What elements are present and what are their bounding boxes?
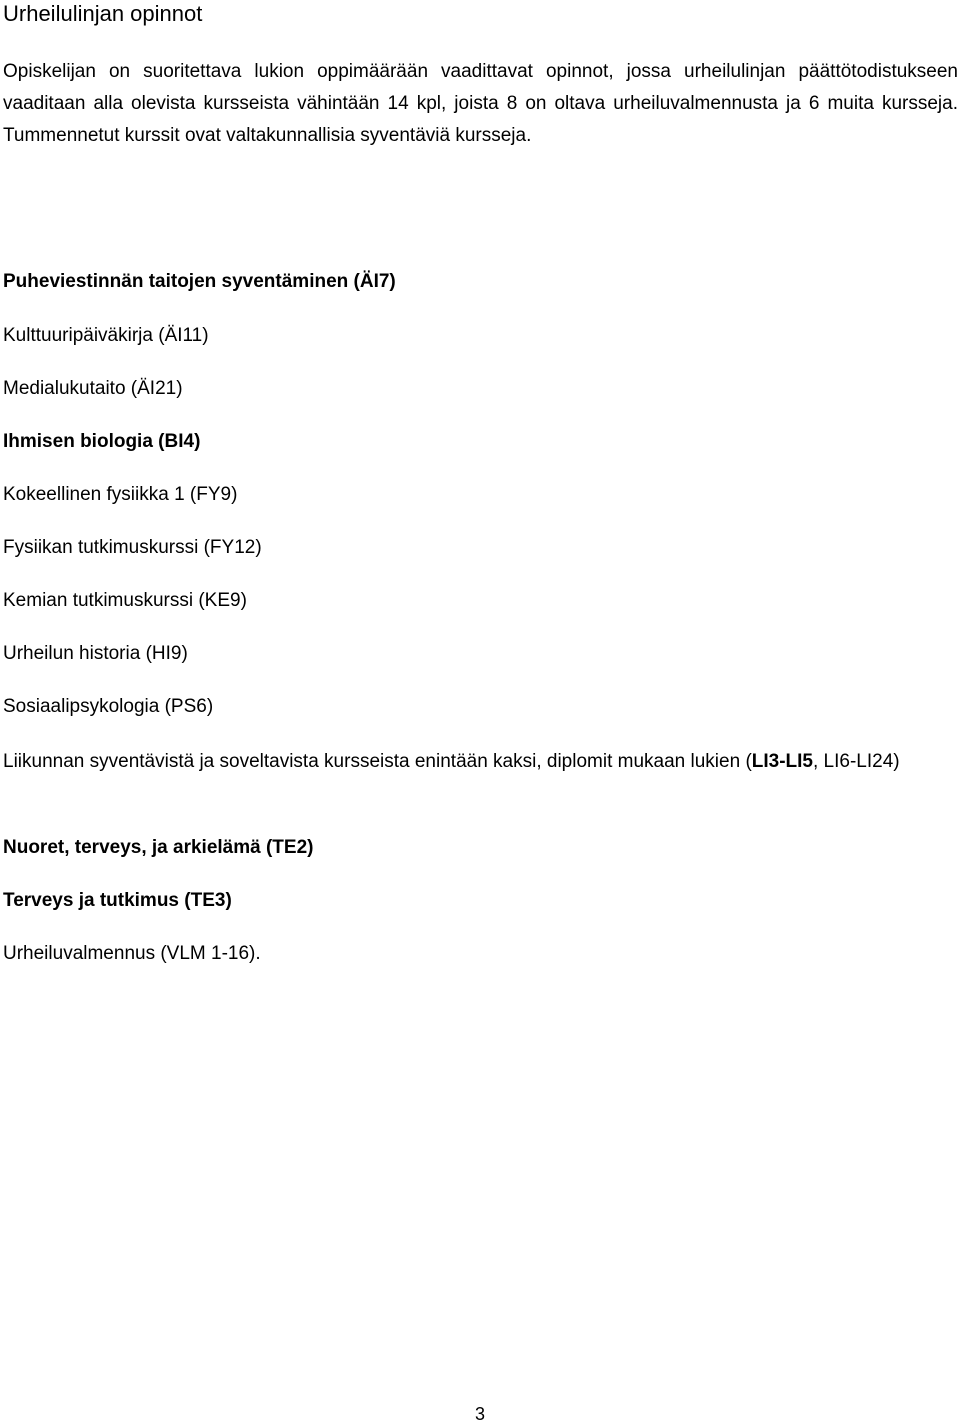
liikunta-text-end: , LI6-LI24) <box>813 751 900 772</box>
course-item: Urheilun historia (HI9) <box>3 643 188 664</box>
intro-paragraph: Opiskelijan on suoritettava lukion oppimäärään vaadittavat opinnot, jossa urheilulinjan päättötodistukseen vaaditaan alla olevista kursseista vähintään 14 kpl, joista 8 on oltava urheiluvalmennusta ja 6 muita kursseja. Tummennetut kurssit ovat valtakunnallisia syventäviä kursseja. <box>3 61 958 146</box>
course-item: Nuoret, terveys, ja arkielämä (TE2) <box>3 837 314 858</box>
course-item: Medialukutaito (ÄI21) <box>3 378 183 399</box>
course-item: Urheiluvalmennus (VLM 1-16). <box>3 943 261 964</box>
course-item: Kemian tutkimuskurssi (KE9) <box>3 590 247 611</box>
course-item: Sosiaalipsykologia (PS6) <box>3 696 214 717</box>
liikunta-text: Liikunnan syventävistä ja soveltavista kursseista enintään kaksi, diplomit mukaan lukien ( <box>3 751 752 772</box>
course-item: Kulttuuripäiväkirja (ÄI11) <box>3 325 209 346</box>
page-title: Urheilulinjan opinnot <box>3 1 203 26</box>
course-item: Puheviestinnän taitojen syventäminen (ÄI7) <box>3 271 396 292</box>
course-item: Fysiikan tutkimuskurssi (FY12) <box>3 537 262 558</box>
course-item: Ihmisen biologia (BI4) <box>3 431 201 452</box>
page-number-text: 3 <box>474 1404 485 1424</box>
page-number <box>0 1404 960 1424</box>
course-item: Kokeellinen fysiikka 1 (FY9) <box>3 484 238 505</box>
liikunta-course-item <box>3 746 958 778</box>
liikunta-bold-codes: LI3-LI5 <box>751 751 813 772</box>
course-item: Terveys ja tutkimus (TE3) <box>3 890 232 911</box>
